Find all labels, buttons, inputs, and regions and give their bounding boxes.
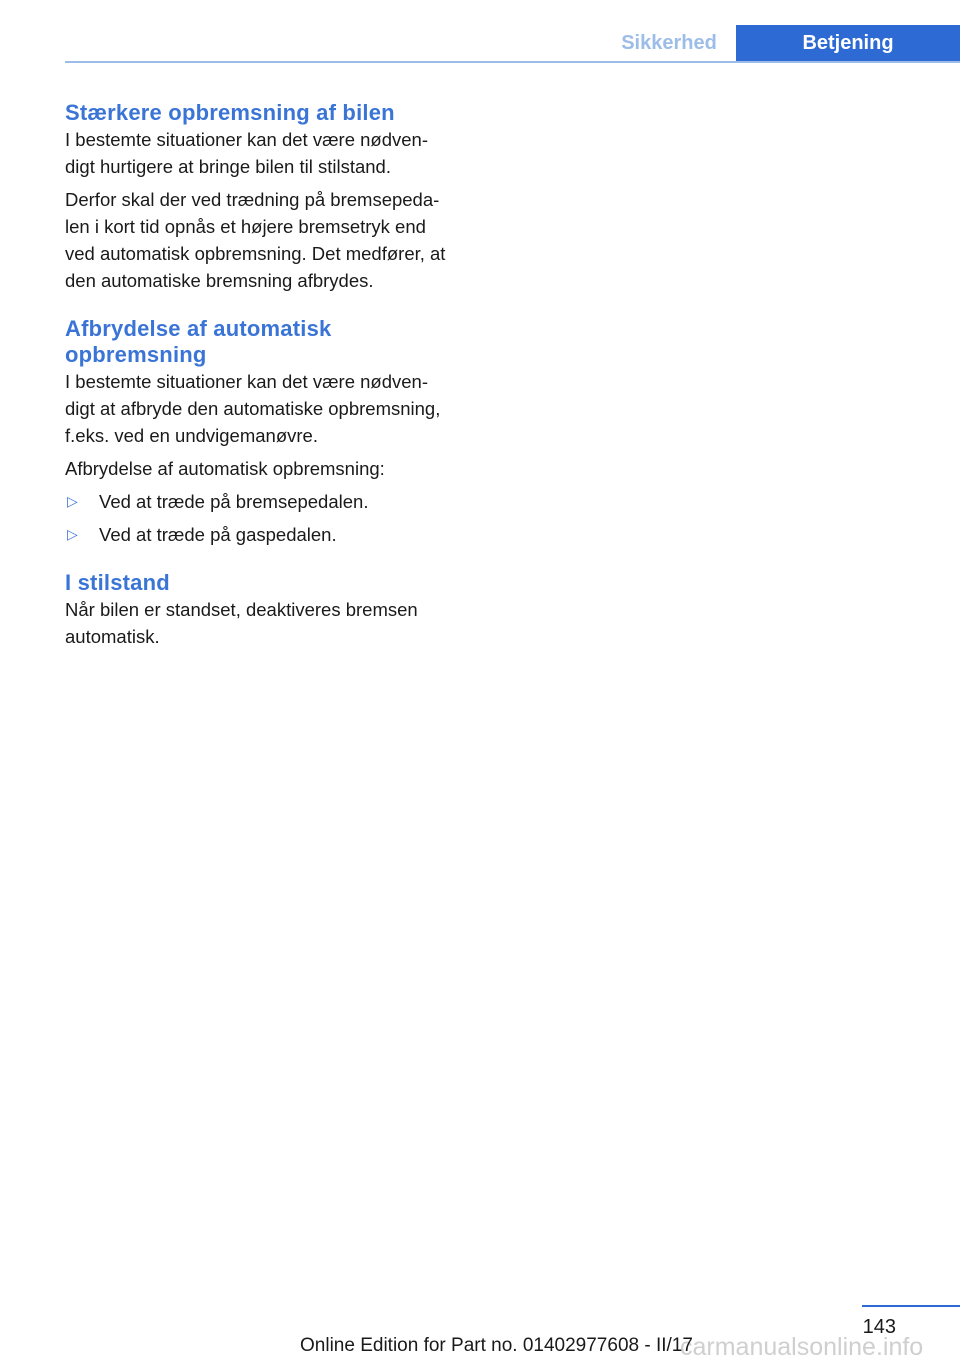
section-heading: Stærkere opbremsning af bilen: [65, 100, 395, 125]
paragraph: Derfor skal der ved trædning på bremsepeda- len i kort tid opnås et højere bremsetryk end ved automatisk opbremsning. Det medfører, at den automatiske bremsning afbrydes.: [65, 189, 446, 291]
paragraph: Når bilen er standset, deaktiveres bremsen automatisk.: [65, 599, 418, 647]
triangle-bullet-icon: ▷: [67, 526, 78, 542]
paragraph: Afbrydelse af automatisk opbremsning:: [65, 458, 385, 479]
page-content: [65, 100, 485, 650]
header-rule: [65, 61, 960, 63]
paragraph: I bestemte situationer kan det være nødven- digt at afbryde den automatiske opbremsning, f.eks. ved en undvigemanøvre.: [65, 371, 441, 446]
list-item: [65, 521, 485, 548]
tab-betjening[interactable]: Betjening: [736, 25, 960, 61]
tab-sikkerhed[interactable]: Sikkerhed: [602, 25, 736, 61]
edition-footer: Online Edition for Part no. 01402977608 - II/17: [300, 1335, 693, 1356]
list-item-text: Ved at træde på gaspedalen.: [99, 524, 337, 545]
section-heading: I stilstand: [65, 570, 170, 595]
paragraph: I bestemte situationer kan det være nødven- digt hurtigere at bringe bilen til stilstand.: [65, 129, 428, 177]
list-item: [65, 488, 485, 515]
section-heading: Afbrydelse af automatisk opbremsning: [65, 316, 332, 367]
watermark: carmanualsonline.info: [680, 1333, 924, 1361]
triangle-bullet-icon: ▷: [67, 493, 78, 509]
page-number: 143: [862, 1316, 896, 1338]
footer-rule: [862, 1305, 960, 1307]
bullet-list: [65, 488, 485, 548]
list-item-text: Ved at træde på bremsepedalen.: [99, 491, 369, 512]
